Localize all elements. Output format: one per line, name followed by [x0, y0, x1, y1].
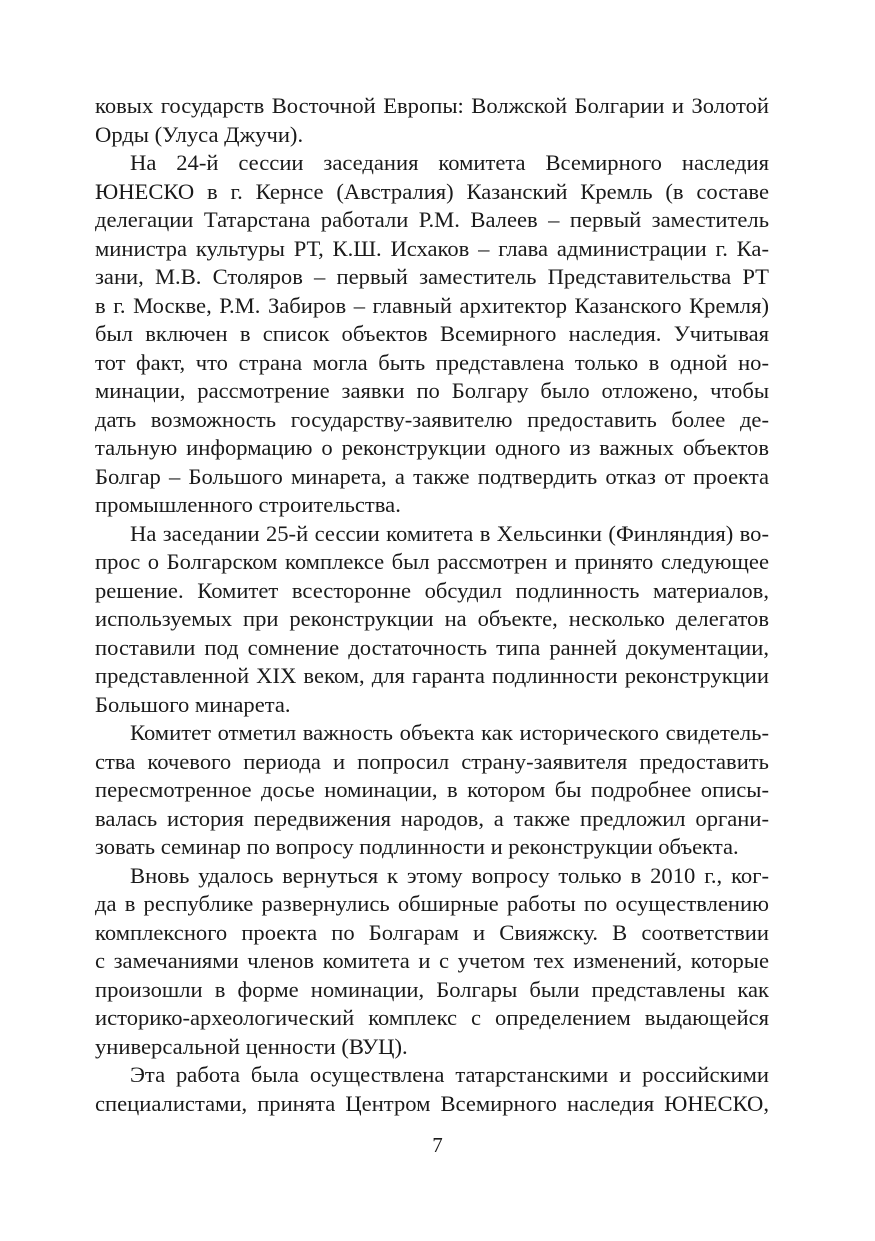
text-line: да в республике развернулись обширные работы по осуществлению	[95, 891, 769, 916]
text-line: тот факт, что страна могла быть представлена только в одной но-	[95, 349, 769, 375]
text-line: зовать семинар по вопросу подлинности и реконструкции объекта.	[95, 834, 739, 859]
text-line: ства кочевого периода и попросил страну-заявителя предоставить	[95, 748, 769, 774]
text-line: представленной XIX веком, для гаранта подлинности реконструкции	[95, 663, 769, 688]
text-line: Большого минарета.	[95, 691, 291, 717]
text-line: пересмотренное досье номинации, в котором бы подробнее описы-	[95, 777, 769, 802]
text-line: Болгар – Большого минарета, а также подтвердить отказ от проекта	[95, 463, 769, 489]
text-line: Орды (Улуса Джучи).	[95, 121, 304, 147]
paragraph	[95, 149, 769, 520]
text-line: прос о Болгарском комплексе был рассмотрен и принято следующее	[95, 549, 769, 574]
text-line: валась история передвижения народов, а также предложил органи-	[95, 805, 769, 831]
text-line: На 24-й сессии заседания комитета Всемирного наследия	[130, 150, 769, 175]
paragraph	[95, 719, 769, 862]
text-line: используемых при реконструкции на объекте, несколько делегатов	[95, 606, 769, 631]
paragraph	[95, 862, 769, 1062]
text-line: решение. Комитет всесторонне обсудил подлинность материалов,	[95, 577, 769, 603]
text-line: произошли в форме номинации, Болгары были представлены как	[95, 976, 769, 1002]
text-line: дать возможность государству-заявителю предоставить более де-	[95, 406, 769, 432]
text-line: На заседании 25-й сессии комитета в Хельсинки (Финляндия) во-	[130, 520, 769, 546]
text-line: был включен в список объектов Всемирного наследия. Учитывая	[95, 321, 769, 346]
text-line: комплексного проекта по Болгарам и Свияжску. В соответствии	[95, 919, 769, 945]
text-line: поставили под сомнение достаточность типа ранней документации,	[95, 634, 769, 660]
text-line: минации, рассмотрение заявки по Болгару было отложено, чтобы	[95, 378, 769, 403]
text-line: Эта работа была осуществлена татарстанскими и российскими	[130, 1062, 769, 1087]
text-line: министра культуры РТ, К.Ш. Исхаков – глава администрации г. Ка-	[95, 235, 769, 261]
page-body	[95, 92, 769, 1118]
text-line: универсальной ценности (ВУЦ).	[95, 1033, 408, 1059]
text-line: ЮНЕСКО в г. Кернсе (Австралия) Казанский Кремль (в составе	[95, 178, 769, 204]
text-line: тальную информацию о реконструкции одного из важных объектов	[95, 435, 769, 460]
text-line: специалистами, принята Центром Всемирного наследия ЮНЕСКО,	[95, 1090, 769, 1116]
text-line: Комитет отметил важность объекта как исторического свидетель-	[130, 720, 769, 745]
paragraph	[95, 520, 769, 720]
paragraph	[95, 1061, 769, 1118]
text-line: промышленного строительства.	[95, 492, 401, 517]
text-line: ковых государств Восточной Европы: Волжской Болгарии и Золотой	[95, 93, 769, 118]
text-line: Вновь удалось вернуться к этому вопросу только в 2010 г., ког-	[130, 862, 769, 888]
text-line: делегации Татарстана работали Р.М. Валеев – первый заместитель	[95, 207, 769, 232]
text-line: историко-археологический комплекс с определением выдающейся	[95, 1005, 769, 1030]
text-line: в г. Москве, Р.М. Забиров – главный архитектор Казанского Кремля)	[95, 292, 769, 318]
paragraph	[95, 92, 769, 149]
page-number: 7	[432, 1133, 443, 1157]
text-line: зани, М.В. Столяров – первый заместитель Представительства РТ	[95, 264, 769, 289]
text-line: с замечаниями членов комитета и с учетом тех изменений, которые	[95, 948, 769, 973]
